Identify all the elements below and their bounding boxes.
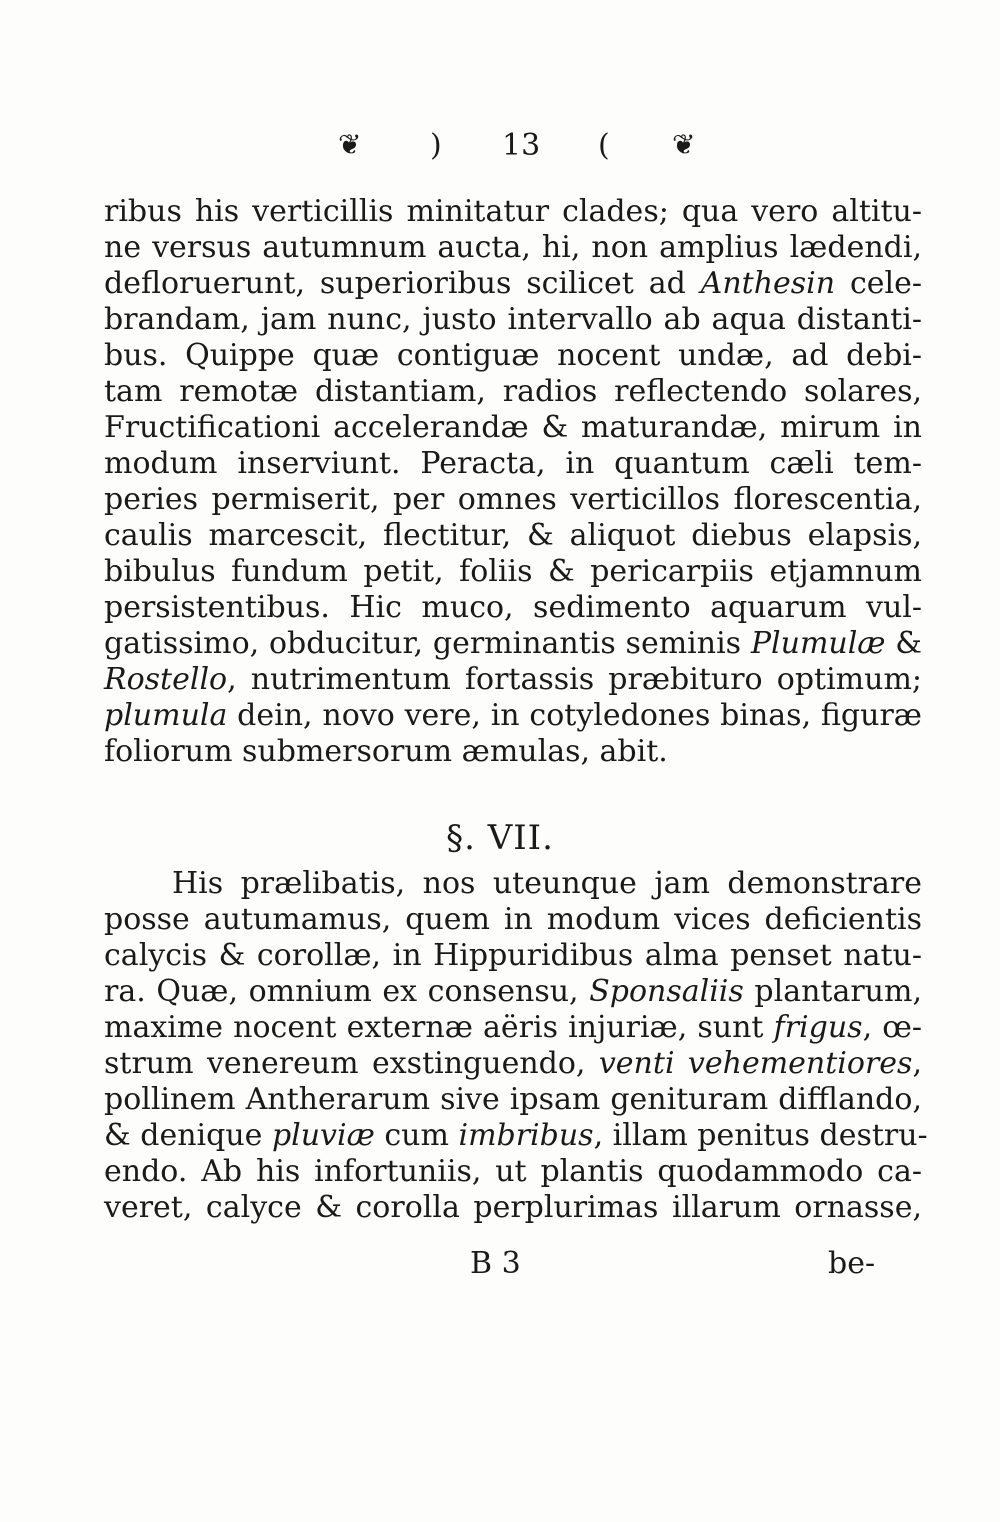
italic-term: pluviæ — [271, 1118, 375, 1153]
text-line: caulis marcescit, flectitur, & aliquot diebus elapsis, — [104, 518, 922, 553]
italic-term: frigus — [773, 1010, 863, 1045]
text-line: strum venereum exstinguendo, venti vehementiores, — [104, 1046, 922, 1081]
catchword: be- — [828, 1246, 876, 1281]
signature-mark: B 3 — [470, 1246, 521, 1281]
page-footer — [0, 1246, 1000, 1286]
text-line: brandam, jam nunc, justo intervallo ab aqua distanti- — [104, 302, 922, 337]
header-right-paren: ( — [598, 128, 610, 163]
text-line: bibulus fundum petit, foliis & pericarpiis etjamnum — [104, 554, 922, 589]
text-line: calycis & corollæ, in Hippuridibus alma penset natu- — [104, 938, 922, 973]
text-line: tam remotæ distantiam, radios reflectendo solares, — [104, 374, 922, 409]
text-line: endo. Ab his infortuniis, ut plantis quodammodo ca- — [104, 1154, 922, 1189]
text-line: plumula dein, novo vere, in cotyledones binas, figuræ — [104, 698, 922, 733]
italic-term: Rostello — [104, 662, 228, 697]
section-heading: §. VII. — [446, 818, 554, 858]
fleuron-left-icon: ❦ — [338, 128, 362, 161]
italic-term: venti vehementiores — [598, 1046, 913, 1081]
header-left-paren: ) — [430, 128, 442, 163]
text-line: ne versus autumnum aucta, hi, non amplius lædendi, — [104, 230, 922, 265]
text-line: foliorum submersorum æmulas, abit. — [104, 734, 668, 769]
text-line: veret, calyce & corolla perplurimas illarum ornasse, — [104, 1190, 922, 1225]
text-line: peries permiserit, per omnes verticillos florescentia, — [104, 482, 922, 517]
italic-term: plumula — [104, 698, 228, 733]
italic-term: Plumulæ — [750, 626, 886, 661]
italic-term: imbribus — [458, 1118, 594, 1153]
text-line: posse autumamus, quem in modum vices deficientis — [104, 902, 922, 937]
text-line: His prælibatis, nos uteunque jam demonstrare — [172, 866, 922, 901]
fleuron-right-icon: ❦ — [672, 128, 696, 161]
italic-term: Sponsaliis — [589, 974, 744, 1009]
text-line: defloruerunt, superioribus scilicet ad Anthesin cele- — [104, 266, 922, 301]
text-line: maxime nocent externæ aëris injuriæ, sunt frigus, œ- — [104, 1010, 922, 1045]
text-line: persistentibus. Hic muco, sedimento aquarum vul- — [104, 590, 922, 625]
text-line: Fructificationi accelerandæ & maturandæ, mirum in — [104, 410, 922, 445]
running-header — [0, 128, 1000, 168]
text-line: modum inserviunt. Peracta, in quantum cæli tem- — [104, 446, 922, 481]
text-line: pollinem Antherarum sive ipsam genituram difflando, — [104, 1082, 922, 1117]
text-line: ribus his verticillis minitatur clades; qua vero altitu- — [104, 194, 922, 229]
italic-term: Anthesin — [700, 266, 836, 301]
page-number: 13 — [502, 128, 541, 163]
text-line: & denique pluviæ cum imbribus, illam penitus destru- — [104, 1118, 928, 1153]
text-line: gatissimo, obducitur, germinantis seminis Plumulæ & — [104, 626, 922, 661]
text-line: bus. Quippe quæ contiguæ nocent undæ, ad debi- — [104, 338, 922, 373]
text-line: Rostello, nutrimentum fortassis præbituro optimum; — [104, 662, 922, 697]
text-line: ra. Quæ, omnium ex consensu, Sponsaliis plantarum, — [104, 974, 922, 1009]
